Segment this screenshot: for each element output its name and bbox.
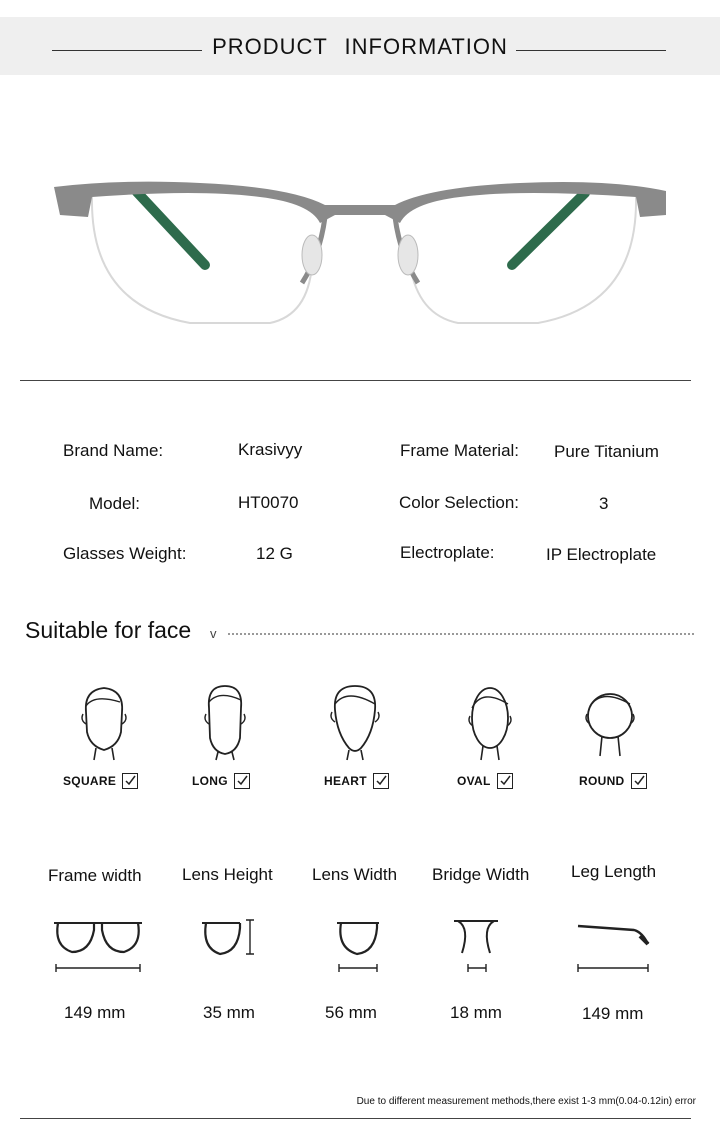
color-selection-value: 3 — [599, 494, 609, 513]
bridge-width-label: Bridge Width — [432, 865, 530, 884]
color-selection-label: Color Selection: — [399, 493, 520, 512]
glasses-weight-value: 12 G — [256, 544, 293, 563]
frame-material-label: Frame Material: — [400, 441, 520, 460]
frame-material-value: Pure Titanium — [554, 442, 659, 461]
header-rule-right — [516, 50, 666, 51]
face-label-square — [63, 773, 138, 789]
face-name: ROUND — [579, 774, 625, 788]
face-name: HEART — [324, 774, 367, 788]
leg-length-icon — [574, 908, 654, 978]
square-face-icon — [74, 682, 134, 762]
section-divider-top — [20, 380, 691, 381]
section-divider-bottom — [20, 1118, 691, 1119]
lens-height-label: Lens Height — [182, 865, 273, 884]
header-banner — [0, 17, 720, 75]
electroplate-label: Electroplate: — [400, 543, 495, 562]
dotted-rule — [228, 633, 694, 635]
model-label: Model: — [89, 494, 141, 513]
leg-length-label: Leg Length — [571, 862, 657, 881]
lens-width-value: 56 mm — [325, 1003, 377, 1022]
face-name: OVAL — [457, 774, 491, 788]
glasses-weight-label: Glasses Weight: — [63, 544, 187, 563]
leg-length-value: 149 mm — [582, 1004, 644, 1023]
lens-width-label: Lens Width — [312, 865, 398, 884]
page-title: PRODUCT INFORMATION — [212, 34, 508, 59]
checkmark-icon — [497, 773, 513, 789]
face-name: LONG — [192, 774, 228, 788]
checkmark-icon — [373, 773, 389, 789]
model-value: HT0070 — [238, 493, 299, 512]
bridge-width-icon — [452, 908, 502, 978]
lens-height-icon — [200, 908, 260, 978]
glasses-product-image — [40, 165, 680, 345]
face-label-long — [192, 773, 250, 789]
frame-width-icon — [52, 908, 144, 978]
checkmark-icon — [234, 773, 250, 789]
lens-width-icon — [335, 908, 385, 978]
checkmark-icon — [631, 773, 647, 789]
lens-height-value: 35 mm — [203, 1003, 255, 1022]
face-label-heart — [324, 773, 389, 789]
brand-name-label: Brand Name: — [63, 441, 164, 460]
measurement-error-note: Due to different measurement methods,there exist 1-3 mm(0.04-0.12in) error — [356, 1096, 696, 1107]
suitable-face-title: Suitable for face — [25, 617, 192, 643]
chevron-down-icon: v — [210, 626, 217, 641]
frame-width-label: Frame width — [48, 866, 142, 885]
oval-face-icon — [460, 682, 520, 762]
face-name: SQUARE — [63, 774, 117, 788]
round-face-icon — [580, 682, 640, 762]
face-label-oval — [457, 773, 513, 789]
brand-name-value: Krasivyy — [238, 440, 303, 459]
checkmark-icon — [122, 773, 138, 789]
face-label-round — [579, 773, 647, 789]
heart-face-icon — [325, 682, 385, 762]
frame-width-value: 149 mm — [64, 1003, 126, 1022]
bridge-width-value: 18 mm — [450, 1003, 502, 1022]
long-face-icon — [195, 682, 255, 762]
electroplate-value: IP Electroplate — [546, 545, 657, 564]
